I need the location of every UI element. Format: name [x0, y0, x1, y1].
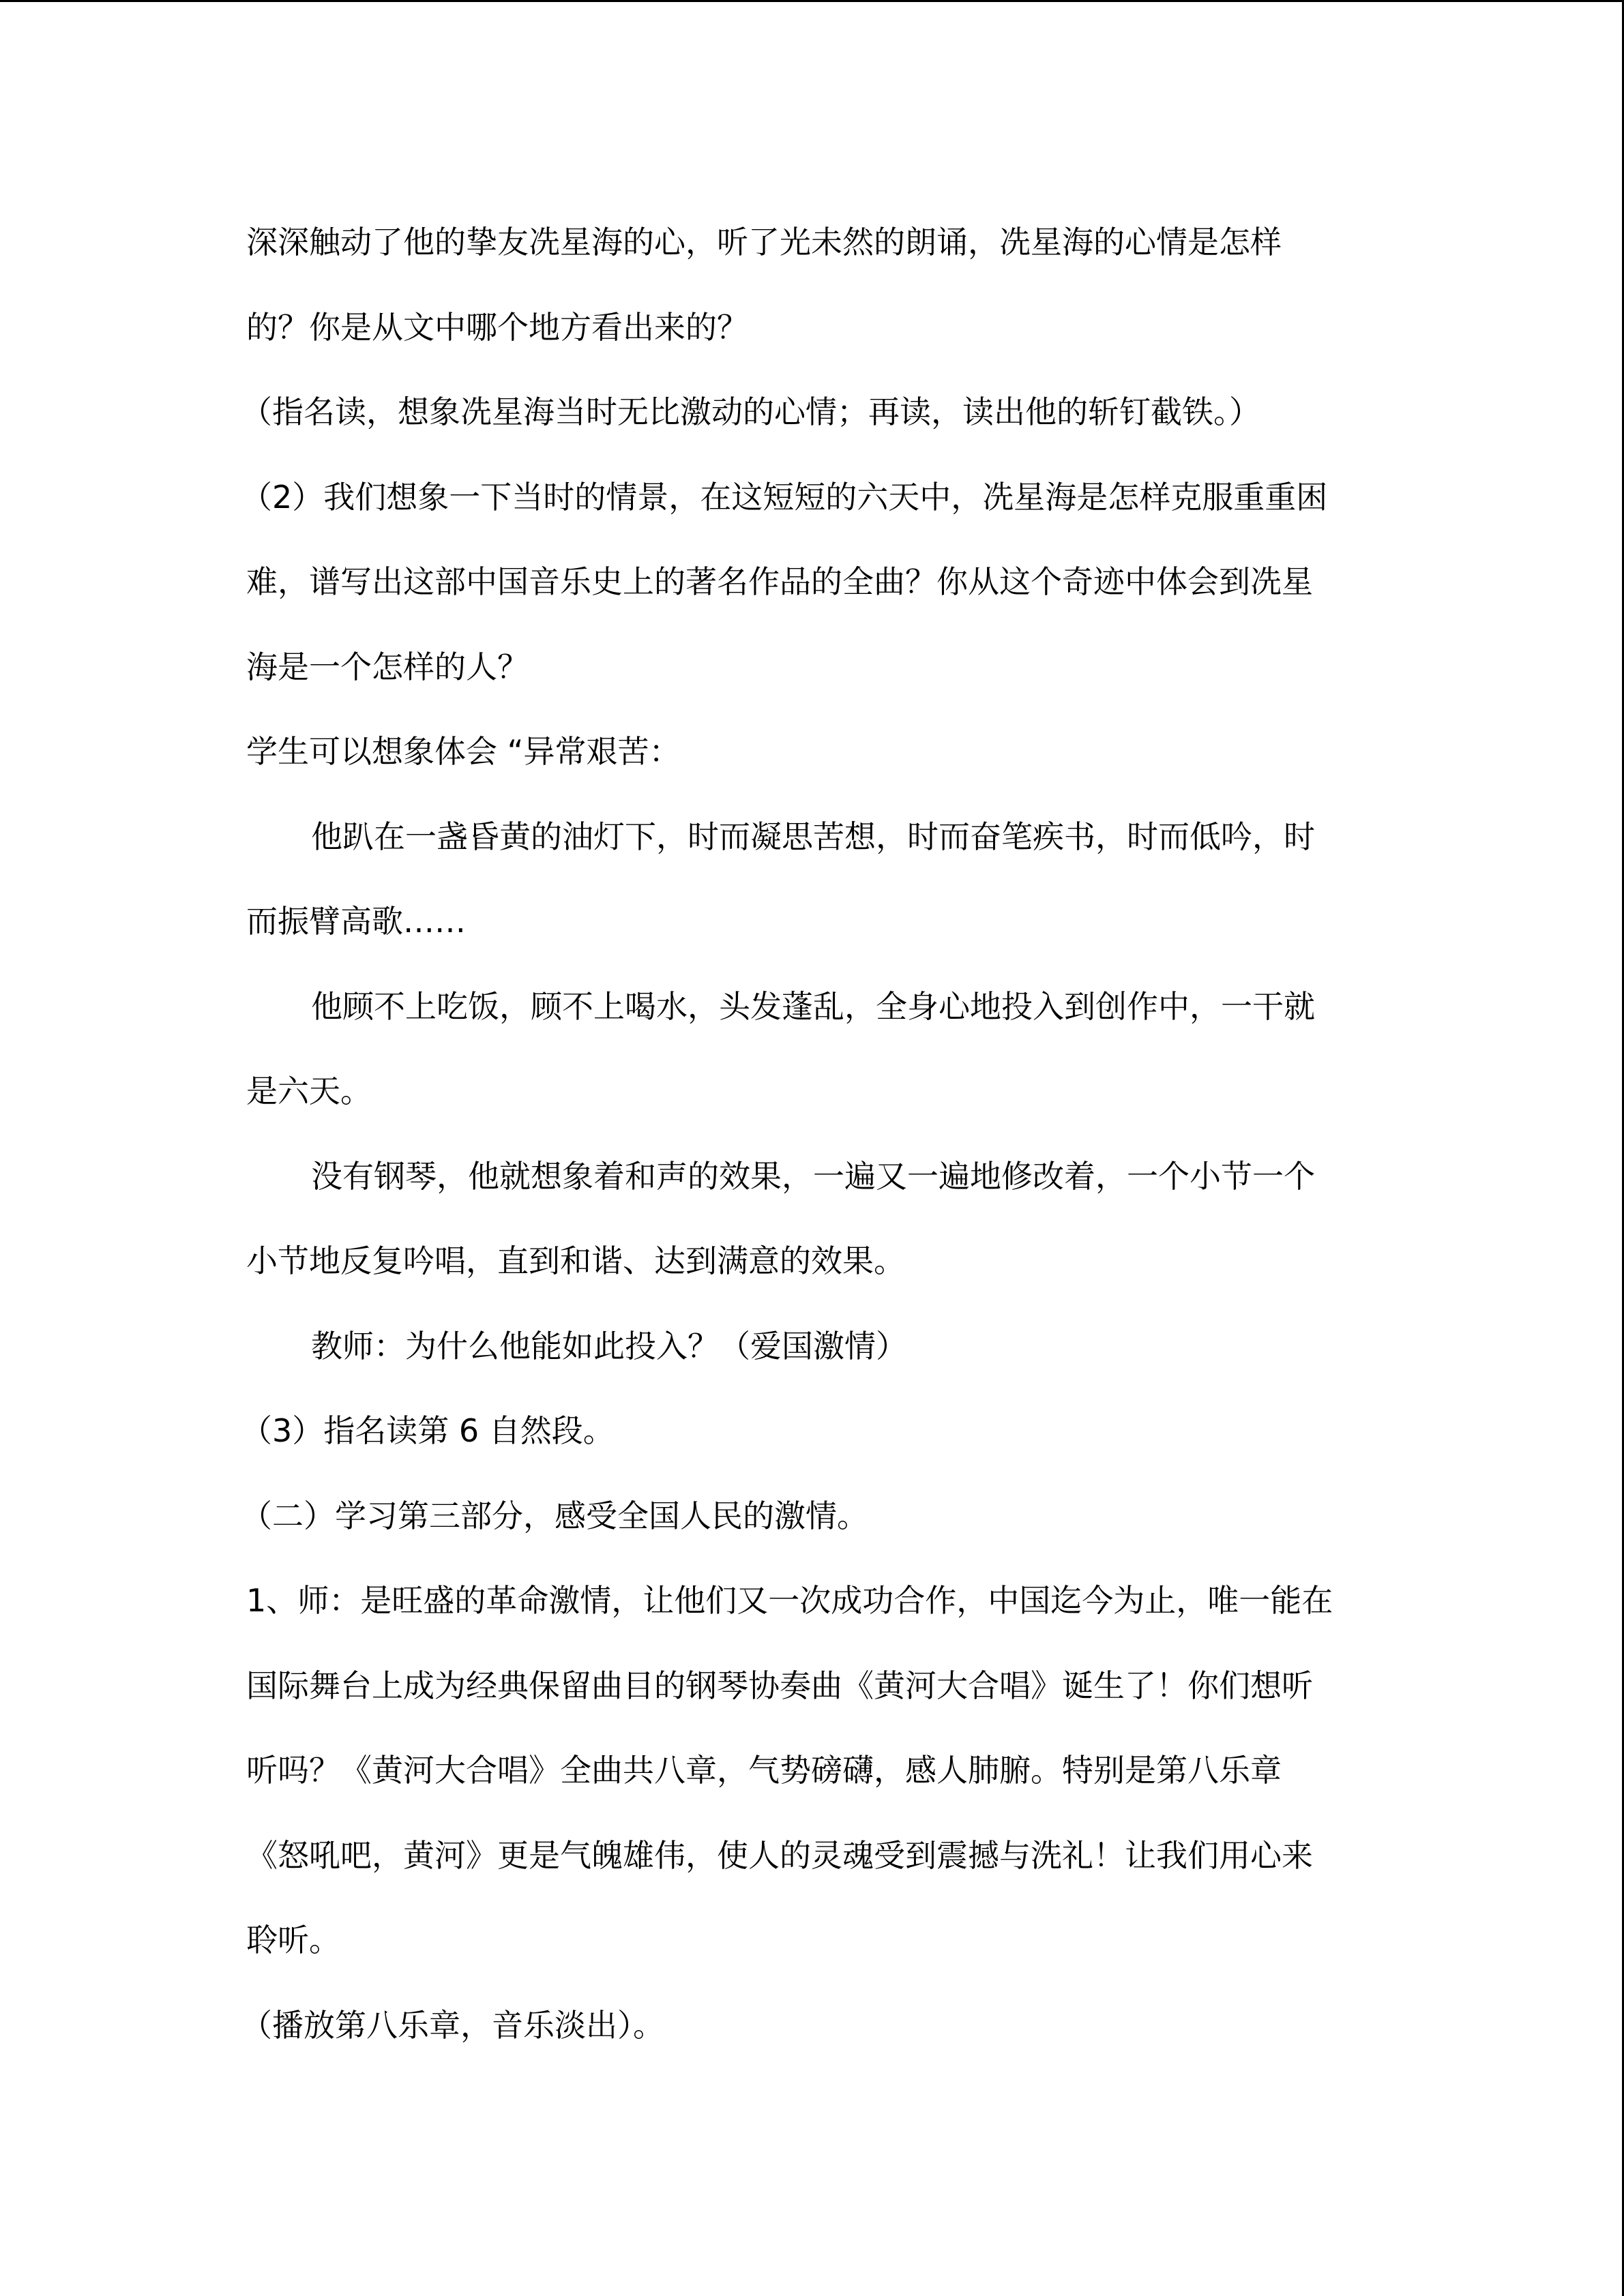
text-line: 听吗？《黄河大合唱》全曲共八章，气势磅礴，感人肺腑。特别是第八乐章	[246, 1752, 1282, 1789]
text-line: 难，谱写出这部中国音乐史上的著名作品的全曲？你从这个奇迹中体会到冼星	[246, 563, 1313, 600]
text-line: （指名读，想象冼星海当时无比激动的心情；再读，读出他的斩钉截铁。）	[241, 393, 1260, 430]
text-line: 学生可以想象体会 “异常艰苦：	[246, 733, 681, 770]
text-line: （2）我们想象一下当时的情景，在这短短的六天中，冼星海是怎样克服重重困	[241, 478, 1328, 516]
text-line: 他顾不上吃饭，顾不上喝水，头发蓬乱，全身心地投入到创作中，一干就	[311, 987, 1315, 1025]
text-line: 的？你是从文中哪个地方看出来的？	[246, 308, 748, 346]
text-line: 1、师：是旺盛的革命激情，让他们又一次成功合作，中国迄今为止，唯一能在	[246, 1582, 1333, 1619]
text-line: 他趴在一盏昏黄的油灯下，时而凝思苦想，时而奋笔疾书，时而低吟，时	[311, 818, 1315, 855]
text-line: 《怒吼吧，黄河》更是气魄雄伟，使人的灵魂受到震撼与洗礼！让我们用心来	[246, 1836, 1313, 1874]
text-line: 教师：为什么他能如此投入？（爱国激情）	[311, 1327, 907, 1365]
text-line: 没有钢琴，他就想象着和声的效果，一遍又一遍地修改着，一个小节一个	[311, 1157, 1315, 1195]
text-line: 深深触动了他的挚友冼星海的心，听了光未然的朗诵，冼星海的心情是怎样	[246, 224, 1282, 260]
text-line: （二）学习第三部分，感受全国人民的激情。	[241, 1497, 868, 1534]
text-line: （3）指名读第 6 自然段。	[241, 1412, 615, 1449]
text-line: 是六天。	[246, 1073, 372, 1109]
text-line: （播放第八乐章，音乐淡出）。	[241, 2006, 664, 2044]
document-body	[241, 200, 1419, 2068]
text-line: 国际舞台上成为经典保留曲目的钢琴协奏曲《黄河大合唱》诞生了！你们想听	[246, 1667, 1313, 1704]
text-line: 而振臂高歌……	[246, 903, 466, 940]
text-line: 聆听。	[246, 1922, 340, 1958]
text-line: 小节地反复吟唱，直到和谐、达到满意的效果。	[246, 1242, 905, 1279]
text-line: 海是一个怎样的人？	[246, 648, 529, 685]
